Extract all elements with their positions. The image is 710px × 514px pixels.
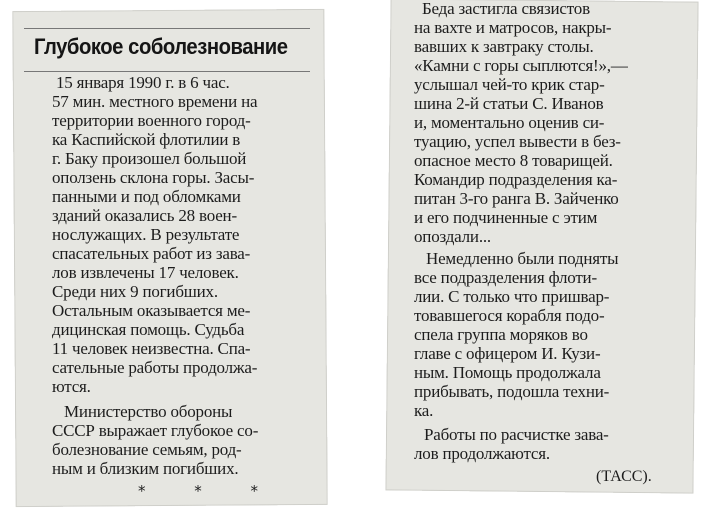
- text-line: оползень склона горы. Засы-: [52, 168, 255, 187]
- text-line: Остальным оказывается ме-: [52, 301, 251, 320]
- text-line: ным и близким погибших.: [52, 459, 239, 478]
- text-line: товавшегося корабля подо-: [414, 306, 605, 325]
- section-ornament: * * *: [138, 482, 281, 500]
- text-line: «Камни с горы сыплются!»,—: [414, 56, 628, 75]
- text-line: опоздали...: [414, 227, 491, 246]
- text-line: главе с офицером И. Кузи-: [414, 344, 601, 363]
- text-line: ются.: [52, 377, 91, 396]
- text-line: 11 человек неизвестна. Спа-: [52, 339, 251, 358]
- text-line: питан 3-го ранга В. Зайченко: [414, 189, 619, 208]
- headline: Глубокое соболезнование: [34, 34, 288, 59]
- text-line: все подразделения флоти-: [414, 268, 597, 287]
- text-line: Немедленно были подняты: [426, 249, 619, 268]
- text-line: шина 2-й статьи С. Иванов: [414, 94, 604, 113]
- text-line: Среди них 9 погибших.: [52, 282, 218, 301]
- text-line: нослужащих. В результате: [52, 225, 240, 244]
- text-line: 15 января 1990 г. в 6 час.: [56, 73, 230, 92]
- text-line: услышал чей-то крик стар-: [414, 75, 605, 94]
- text-line: прибывать, подошла техни-: [414, 382, 610, 401]
- text-line: ка Каспийской флотилии в: [52, 130, 241, 149]
- text-line: вавших к завтраку столы.: [414, 37, 594, 56]
- text-line: Командир подразделения ка-: [414, 170, 618, 189]
- text-line: Работы по расчистке зава-: [424, 425, 609, 444]
- text-line: г. Баку произошел большой: [52, 149, 247, 168]
- text-line: и, моментально оценив си-: [414, 113, 605, 132]
- text-line: дицинская помощь. Судьба: [52, 320, 245, 339]
- text-line: опасное место 8 товарищей.: [414, 151, 613, 170]
- text-line: 57 мин. местного времени на: [52, 92, 258, 111]
- agency-signature: (ТАСС).: [596, 468, 652, 485]
- text-line: лов продолжаются.: [414, 444, 550, 463]
- text-line: Беда застигла связистов: [422, 0, 590, 18]
- text-line: Министерство обороны: [64, 402, 233, 421]
- text-line: ка.: [414, 401, 434, 420]
- text-line: туацию, успел вывести в без-: [414, 132, 621, 151]
- text-line: болезнование семьям, род-: [52, 440, 242, 459]
- text-line: панными и под обломками: [52, 187, 241, 206]
- text-line: лии. С только что пришвар-: [414, 287, 610, 306]
- text-line: СССР выражает глубокое со-: [52, 421, 259, 440]
- text-line: сательные работы продолжа-: [52, 358, 258, 377]
- text-line: спела группа моряков во: [414, 325, 588, 344]
- text-line: территории военного город-: [52, 111, 251, 130]
- text-line: лов извлечены 17 человек.: [52, 263, 239, 282]
- text-line: и его подчиненные с этим: [414, 208, 598, 227]
- text-line: спасательных работ из зава-: [52, 244, 251, 263]
- text-line: ным. Помощь продолжала: [414, 363, 601, 382]
- text-line: на вахте и матросов, накры-: [414, 18, 612, 37]
- text-line: зданий оказались 28 воен-: [52, 206, 237, 225]
